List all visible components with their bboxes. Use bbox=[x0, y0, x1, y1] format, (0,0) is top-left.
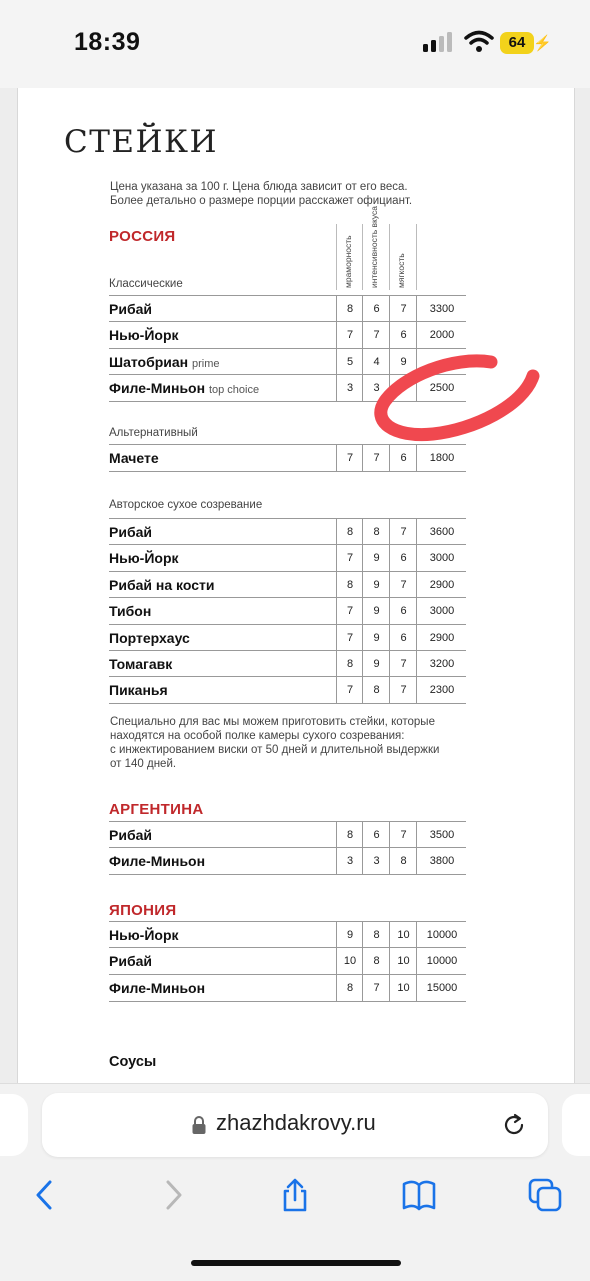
table-row bbox=[109, 295, 466, 322]
flavor-score: 8 bbox=[362, 948, 390, 974]
next-tab-preview[interactable] bbox=[562, 1094, 590, 1156]
table-row bbox=[109, 821, 466, 848]
table-row bbox=[109, 321, 466, 348]
column-header-flavor-intensity: интенсивность вкуса bbox=[369, 206, 379, 288]
table-row bbox=[109, 518, 466, 545]
steak-name-label: Нью-Йорк bbox=[109, 927, 179, 943]
column-header-marbling: мраморность bbox=[343, 235, 353, 288]
steak-name bbox=[109, 656, 172, 672]
charging-icon: ⚡ bbox=[533, 35, 552, 52]
price-cell: 2900 bbox=[416, 625, 467, 651]
battery-indicator bbox=[500, 32, 552, 54]
price-cell: 3500 bbox=[416, 822, 467, 848]
flavor-score: 3 bbox=[362, 375, 390, 401]
url-text[interactable]: zhazhdakrovy.ru bbox=[216, 1110, 376, 1135]
price-cell: 3000 bbox=[416, 545, 467, 571]
table-row bbox=[109, 847, 466, 875]
menu-page bbox=[17, 88, 575, 1083]
sauces-heading: Соусы bbox=[109, 1054, 157, 1070]
table-row bbox=[109, 974, 466, 1002]
price-cell: 3800 bbox=[416, 848, 467, 874]
flavor-score: 6 bbox=[362, 296, 390, 322]
special-note-line: Специально для вас мы можем приготовить стейки, которые bbox=[110, 716, 435, 728]
steak-name bbox=[109, 450, 159, 466]
price-cell: 2500 bbox=[416, 375, 467, 401]
table-row bbox=[109, 921, 466, 948]
tenderness-score: 6 bbox=[389, 598, 417, 624]
tenderness-score: 9 bbox=[389, 349, 417, 375]
marbling-score: 7 bbox=[336, 322, 363, 348]
lock-icon bbox=[192, 1115, 206, 1135]
table-row bbox=[109, 650, 466, 677]
marbling-score: 8 bbox=[336, 651, 363, 677]
special-note-line: с инжектированием виски от 50 дней и длительной выдержки bbox=[110, 744, 440, 756]
steak-grade-tag: prime bbox=[192, 357, 220, 370]
tenderness-score: 6 bbox=[389, 445, 417, 471]
status-bar bbox=[0, 0, 590, 88]
table-row bbox=[109, 544, 466, 571]
flavor-score: 7 bbox=[362, 975, 390, 1001]
subsection-alternative-title: Альтернативный bbox=[109, 427, 198, 439]
flavor-score: 4 bbox=[362, 349, 390, 375]
steak-name-label: Томагавк bbox=[109, 656, 173, 672]
price-cell: 3600 bbox=[416, 519, 467, 545]
flavor-score: 7 bbox=[362, 322, 390, 348]
table-row bbox=[109, 624, 466, 651]
marbling-score: 7 bbox=[336, 445, 363, 471]
steak-name-label: Филе-Миньон bbox=[109, 853, 206, 870]
marbling-score: 8 bbox=[336, 975, 363, 1001]
steak-name bbox=[109, 927, 179, 943]
steak-name-label: Пиканья bbox=[109, 682, 168, 699]
steak-name-label: Рибай bbox=[109, 953, 152, 970]
steak-name-label: Нью-Йорк bbox=[109, 550, 179, 567]
subsection-classic-title: Классические bbox=[109, 278, 183, 290]
steak-name bbox=[109, 327, 179, 343]
browser-toolbar bbox=[0, 1083, 590, 1281]
price-cell: 3000 bbox=[416, 598, 467, 624]
steak-name bbox=[109, 301, 152, 317]
tenderness-score: 7 bbox=[389, 651, 417, 677]
steak-grade-tag: top choice bbox=[208, 384, 260, 397]
subsection-dry-aged-title: Авторское сухое созревание bbox=[109, 499, 263, 511]
tenderness-score: 7 bbox=[389, 519, 417, 545]
steak-name-label: Филе-Миньон bbox=[109, 979, 206, 996]
table-row bbox=[109, 597, 466, 624]
flavor-score: 8 bbox=[362, 519, 390, 545]
special-note-line: от 140 дней. bbox=[110, 758, 177, 770]
tenderness-score: 10 bbox=[389, 948, 417, 974]
marbling-score: 10 bbox=[336, 948, 363, 974]
marbling-score: 9 bbox=[336, 922, 363, 948]
marbling-score: 3 bbox=[336, 848, 363, 874]
steak-name-label: Портерхаус bbox=[109, 629, 190, 646]
marbling-score: 7 bbox=[336, 677, 363, 703]
marbling-score: 7 bbox=[336, 625, 363, 651]
flavor-score: 7 bbox=[362, 445, 390, 471]
price-note bbox=[110, 180, 440, 208]
special-note bbox=[110, 715, 470, 771]
price-cell: 3200 bbox=[416, 651, 467, 677]
red-annotation-scribble bbox=[363, 346, 543, 446]
marbling-score: 8 bbox=[336, 822, 363, 848]
flavor-score: 6 bbox=[362, 822, 390, 848]
steak-name bbox=[109, 953, 152, 969]
steak-name-label: Рибай bbox=[109, 827, 152, 843]
price-cell: 10000 bbox=[416, 922, 467, 948]
tabs-icon[interactable] bbox=[528, 1178, 562, 1212]
price-cell: 15000 bbox=[416, 975, 467, 1001]
column-divider bbox=[416, 224, 417, 290]
status-time: 18:39 bbox=[74, 28, 141, 56]
price-cell: 2300 bbox=[416, 677, 467, 703]
section-russia-title: РОССИЯ bbox=[109, 228, 176, 245]
steak-name-label: Рибай на кости bbox=[109, 576, 215, 593]
steak-name-label: Тибон bbox=[109, 603, 152, 620]
steak-name bbox=[109, 380, 259, 396]
forward-icon[interactable] bbox=[156, 1178, 190, 1212]
tenderness-score: 6 bbox=[389, 322, 417, 348]
price-cell: 10000 bbox=[416, 948, 467, 974]
steak-name bbox=[109, 550, 179, 566]
reload-icon[interactable] bbox=[500, 1111, 528, 1139]
table-row bbox=[109, 676, 466, 704]
flavor-score: 9 bbox=[362, 651, 390, 677]
marbling-score: 8 bbox=[336, 296, 363, 322]
price-note-line: Цена указана за 100 г. Цена блюда зависит от его веса. bbox=[110, 181, 408, 193]
price-note-line: Более детально о размере порции расскажет официант. bbox=[110, 195, 413, 207]
marbling-score: 3 bbox=[336, 375, 363, 401]
tenderness-score: 6 bbox=[389, 545, 417, 571]
tenderness-score: 10 bbox=[389, 975, 417, 1001]
steak-name bbox=[109, 354, 220, 370]
steak-name bbox=[109, 980, 205, 996]
cellular-signal-icon bbox=[422, 32, 456, 54]
steak-name-label: Нью-Йорк bbox=[109, 327, 179, 344]
special-note-line: находятся на особой полке камеры сухого созревания: bbox=[110, 730, 405, 742]
flavor-score: 9 bbox=[362, 598, 390, 624]
tenderness-score: 7 bbox=[389, 677, 417, 703]
section-argentina-title: АРГЕНТИНА bbox=[109, 801, 204, 818]
marbling-score: 7 bbox=[336, 598, 363, 624]
price-cell: 1800 bbox=[416, 445, 467, 471]
steak-name bbox=[109, 630, 190, 646]
steak-name bbox=[109, 682, 168, 698]
steak-name-label: Рибай bbox=[109, 301, 152, 317]
back-icon[interactable] bbox=[28, 1178, 62, 1212]
marbling-score: 8 bbox=[336, 519, 363, 545]
steak-name-label: Рибай bbox=[109, 524, 152, 540]
steak-name bbox=[109, 524, 152, 540]
share-icon[interactable] bbox=[278, 1178, 312, 1212]
tenderness-score: 7 bbox=[389, 822, 417, 848]
tenderness-score: 7 bbox=[389, 572, 417, 598]
steak-name-label: Шатобриан bbox=[109, 353, 189, 370]
page-title: СТЕЙКИ bbox=[64, 124, 219, 160]
steak-name bbox=[109, 577, 214, 593]
tenderness-score: 10 bbox=[389, 922, 417, 948]
price-cell: 3300 bbox=[416, 296, 467, 322]
flavor-score: 9 bbox=[362, 545, 390, 571]
steak-name-label: Филе-Миньон bbox=[109, 380, 206, 397]
steak-name bbox=[109, 853, 205, 869]
table-row bbox=[109, 947, 466, 974]
section-japan-title: ЯПОНИЯ bbox=[109, 902, 177, 919]
marbling-score: 7 bbox=[336, 545, 363, 571]
tenderness-score: 8 bbox=[389, 848, 417, 874]
table-row bbox=[109, 571, 466, 598]
table-row bbox=[109, 444, 466, 472]
wifi-icon bbox=[464, 30, 494, 54]
steak-name bbox=[109, 603, 151, 619]
marbling-score: 5 bbox=[336, 349, 363, 375]
steak-name-label: Мачете bbox=[109, 450, 159, 466]
flavor-score: 9 bbox=[362, 572, 390, 598]
tenderness-score: 6 bbox=[389, 625, 417, 651]
price-cell: 2900 bbox=[416, 572, 467, 598]
marbling-score: 8 bbox=[336, 572, 363, 598]
tenderness-score: 7 bbox=[389, 296, 417, 322]
previous-tab-preview[interactable] bbox=[0, 1094, 28, 1156]
flavor-score: 8 bbox=[362, 677, 390, 703]
flavor-score: 9 bbox=[362, 625, 390, 651]
column-header-tenderness: мягкость bbox=[396, 253, 406, 288]
battery-level: 64 bbox=[500, 32, 534, 54]
address-bar[interactable] bbox=[42, 1093, 548, 1157]
home-indicator bbox=[191, 1260, 401, 1266]
flavor-score: 8 bbox=[362, 922, 390, 948]
steak-name bbox=[109, 827, 152, 843]
bookmarks-icon[interactable] bbox=[402, 1178, 436, 1212]
price-cell: 2000 bbox=[416, 322, 467, 348]
flavor-score: 3 bbox=[362, 848, 390, 874]
